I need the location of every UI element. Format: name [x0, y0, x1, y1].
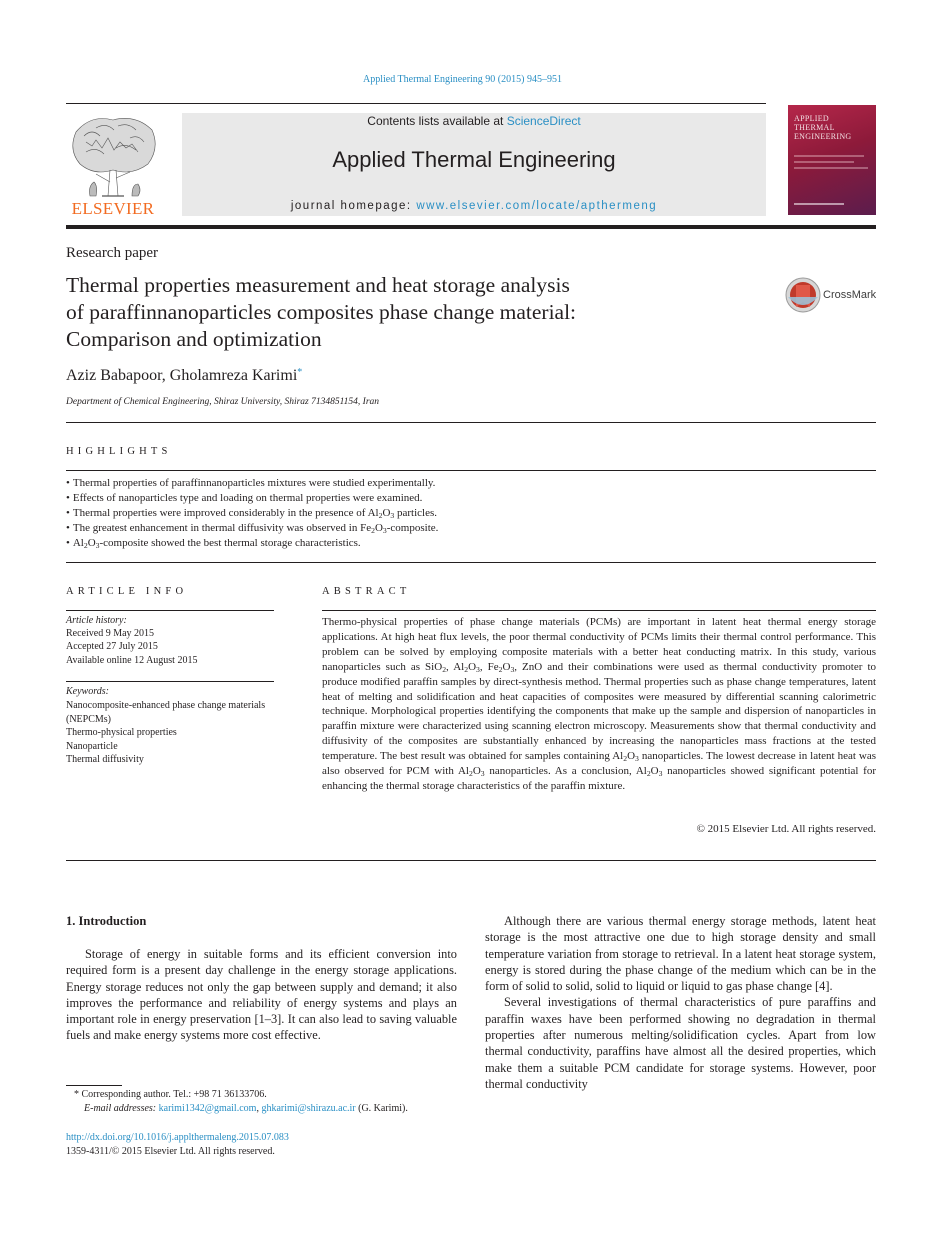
cover-decoration	[794, 155, 864, 157]
title-line: Thermal properties measurement and heat storage analysis	[66, 273, 570, 297]
highlight-text: Effects of nanoparticles type and loading on thermal properties were examined.	[72, 492, 423, 504]
email-link[interactable]: karimi1342@gmail.com	[158, 1103, 257, 1114]
body-paragraph: Storage of energy in suitable forms and its efficient conversion into required form is a present day challenge in the energy storage applications. Energy storage reduces not only the gap between supply and demand; it also improves the performance and reliability of energy systems and plays an important role in energy preservation [1–3]. It can also lead to saving valuable fuels and make energy systems more cost effective.	[66, 947, 457, 1043]
elsevier-logo[interactable]	[66, 112, 160, 216]
crossmark-icon	[785, 277, 821, 313]
history-label: Article history:	[66, 615, 127, 626]
abstract-copyright: © 2015 Elsevier Ltd. All rights reserved.	[696, 823, 876, 835]
cover-title	[794, 114, 852, 141]
issn-line: 1359-4311/© 2015 Elsevier Ltd. All rights reserved.	[66, 1146, 275, 1157]
highlights-list	[66, 476, 438, 551]
highlight-text: $Al_2O_3$-composite showed the best thermal storage characteristics.	[72, 537, 361, 550]
contents-prefix: Contents lists available at	[367, 114, 507, 128]
accepted-date: Accepted 27 July 2015	[66, 641, 158, 652]
cover-title-line: APPLIED	[794, 114, 829, 123]
header-rule	[66, 103, 766, 104]
highlight-item	[66, 506, 438, 521]
body-column-left	[66, 946, 457, 1044]
email-footnote: E-mail addresses: karimi1342@gmail.com, ghkarimi@shirazu.ac.ir (G. Karimi).	[84, 1103, 408, 1114]
article-type: Research paper	[66, 245, 159, 261]
homepage-prefix: journal homepage:	[290, 200, 417, 212]
title-line: Comparison and optimization	[66, 327, 322, 351]
crossmark-label[interactable]: CrossMark	[823, 289, 877, 301]
article-info-rule	[66, 610, 274, 611]
highlight-text: Thermal properties were improved considerably in the presence of $Al_2O_3$ particles.	[72, 507, 438, 520]
title-line: of paraffinnanoparticles composites phase change material:	[66, 300, 577, 324]
cover-decoration	[794, 203, 844, 205]
highlight-item	[66, 536, 438, 551]
journal-homepage-line	[182, 200, 766, 212]
article-title	[66, 272, 726, 353]
highlight-text: The greatest enhancement in thermal diffusivity was observed in $Fe_2O_3$-composite.	[72, 522, 439, 535]
highlight-item	[66, 521, 438, 536]
footnote-rule	[66, 1085, 122, 1086]
author-list	[66, 367, 302, 385]
sciencedirect-link[interactable]: ScienceDirect	[506, 114, 581, 128]
highlights-bottom-rule	[66, 562, 876, 563]
highlight-item	[66, 491, 438, 506]
corresponding-author-footnote: * Corresponding author. Tel.: +98 71 36133706.	[74, 1089, 267, 1100]
journal-homepage-link[interactable]: www.elsevier.com/locate/apthermeng	[416, 200, 658, 212]
authors-text: Aziz Babapoor, Gholamreza Karimi	[66, 367, 298, 384]
email-suffix: (G. Karimi).	[358, 1103, 408, 1114]
abstract-heading: ABSTRACT	[322, 586, 411, 597]
header-thick-rule	[66, 225, 876, 229]
cover-decoration	[794, 161, 854, 163]
article-info-heading: ARTICLE INFO	[66, 586, 188, 597]
keyword-item: Nanocomposite-enhanced phase change materials (NEPCMs)	[66, 700, 266, 725]
email-label: E-mail addresses:	[84, 1103, 157, 1114]
keywords-rule	[66, 681, 274, 682]
highlight-text: Thermal properties of paraffinnanoparticles mixtures were studied experimentally.	[72, 477, 436, 489]
journal-name: Applied Thermal Engineering	[332, 147, 616, 172]
keywords-label: Keywords:	[66, 686, 109, 697]
abstract-text: Thermo-physical properties of phase change materials (PCMs) are important in latent heat thermal energy storage applications. At high heat flux levels, the poor thermal conductivity of PCMs limits their thermal control performance. This problem can be solved by employing composite materials with a better heat conducting matrix. In this study, various nanoparticles such as SiO$_2$, $Al_2O_3$, $Fe_2O_3$, ZnO and their combinations were used as thermal conductivity promoter to produce modified paraffin samples by direct-synthesis method. Thermal properties such as phase change temperatures, latent heat of melting and solidification and heat capacities of composites were measured by differential scanning calorimetric technique. Morphological properties identifying the components that make up the sample and dispersion of nanoparticles in paraffin mixture were characterized using scanning electron microscopy. Measurements show that thermal conductivity and diffusivity of the composites are substantially enhanced by increasing the nanoparticles mass fractions at the tested temperature. The best result was obtained for samples containing $Al_2O_3$ nanoparticles. The lowest decrease in latent heat was also observed for PCM with $Al_2O_3$ nanoparticles. As a conclusion, $Al_2O_3$ nanoparticles showed significant potential for enhancing the thermal storage characteristics of the paraffin mixture.	[322, 616, 876, 792]
email-link[interactable]: ghkarimi@shirazu.ac.ir	[261, 1103, 356, 1114]
body-paragraph: Several investigations of thermal characteristics of pure paraffins and paraffin waxes have been performed showing no degradation in thermal properties after numerous melting/solidification cycles. Apart from low thermal conductivity, paraffins have almost all the desired properties, which make them a suitable PCM candidate for storage systems. However, poor thermal conductivity	[485, 995, 876, 1091]
contents-line	[182, 114, 766, 128]
body-column-right	[485, 913, 876, 1092]
front-matter-bottom-rule	[66, 860, 876, 861]
elsevier-wordmark: ELSEVIER	[71, 199, 155, 218]
abstract-rule	[322, 610, 876, 611]
body-paragraph: Although there are various thermal energy storage methods, latent heat storage is the most attractive one due to high storage density and small temperature variation from storage to retrieval. In a latent heat storage system, energy is stored during the phase change of the medium which can be in the form of solid to solid, solid to liquid or liquid to gas phase change [4].	[485, 914, 876, 994]
keyword-item: Thermal diffusivity	[66, 754, 144, 765]
highlight-item	[66, 476, 438, 491]
affiliation: Department of Chemical Engineering, Shiraz University, Shiraz 7134851154, Iran	[66, 397, 380, 407]
highlights-rule	[66, 470, 876, 471]
cover-title-line: THERMAL	[794, 123, 835, 132]
keyword-item: Thermo-physical properties	[66, 727, 177, 738]
introduction-heading: 1. Introduction	[66, 914, 147, 928]
keyword-item: Nanoparticle	[66, 740, 118, 752]
received-date: Received 9 May 2015	[66, 628, 155, 639]
cover-decoration	[794, 167, 868, 169]
doi-link[interactable]: http://dx.doi.org/10.1016/j.applthermaleng.2015.07.083	[66, 1132, 289, 1143]
corresponding-author-mark[interactable]: *	[297, 367, 303, 378]
highlights-top-rule	[66, 422, 876, 423]
cover-title-line: ENGINEERING	[794, 132, 852, 141]
online-date: Available online 12 August 2015	[66, 655, 198, 666]
highlights-heading: HIGHLIGHTS	[66, 446, 172, 457]
journal-citation[interactable]: Applied Thermal Engineering 90 (2015) 945–951	[363, 74, 562, 85]
journal-cover-thumbnail[interactable]	[788, 105, 876, 215]
keywords-list	[66, 699, 271, 767]
